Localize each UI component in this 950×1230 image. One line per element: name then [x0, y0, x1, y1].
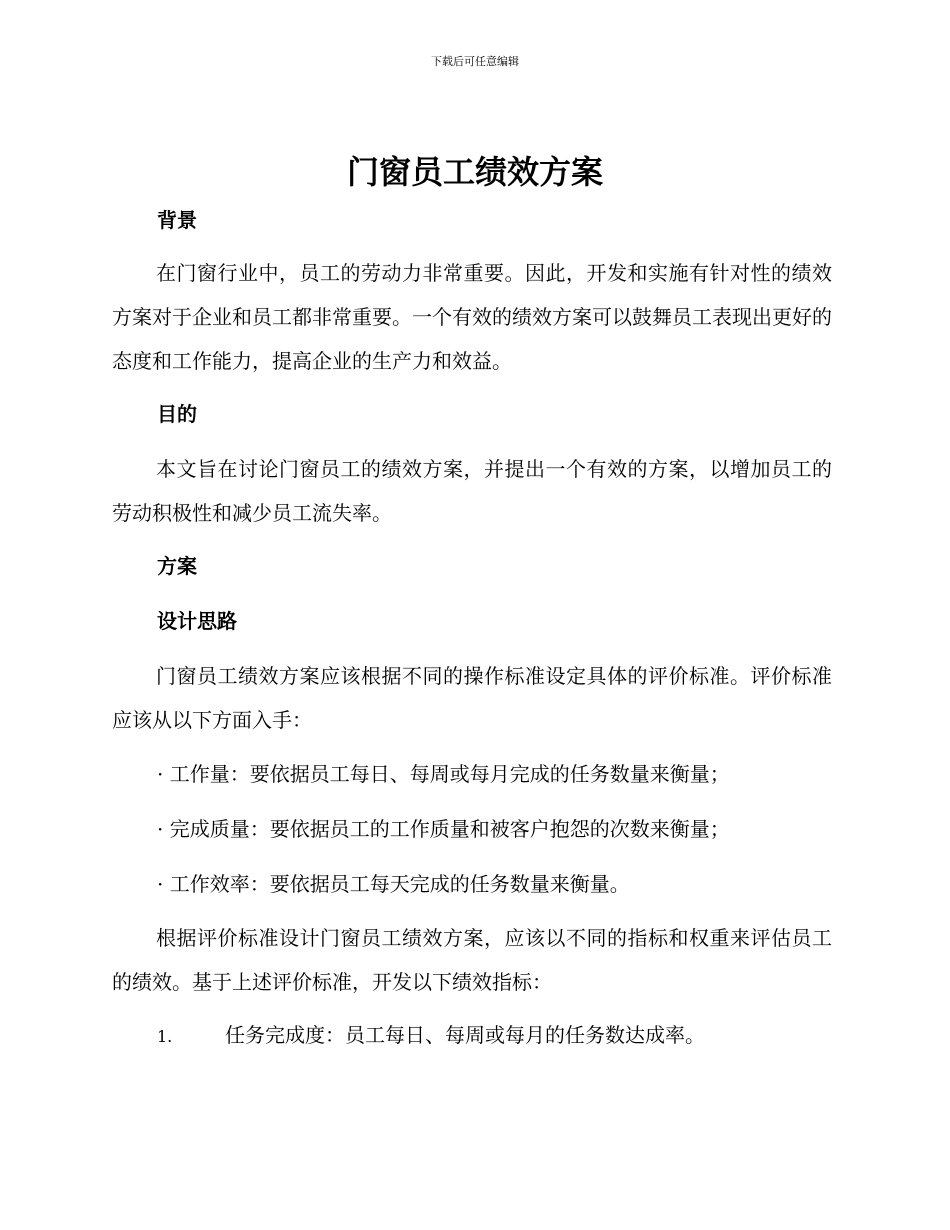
numbered-item-task-completion	[157, 1021, 837, 1051]
paragraph-design: 门窗员工绩效方案应该根据不同的操作标准设定具体的评价标准。评价标准应该从以下方面入手：	[112, 664, 832, 732]
list-number: 1.	[157, 1027, 173, 1046]
heading-plan: 方案	[157, 554, 197, 578]
paragraph-background: 在门窗行业中，员工的劳动力非常重要。因此，开发和实施有针对性的绩效方案对于企业和员工都非常重要。一个有效的绩效方案可以鼓舞员工表现出更好的态度和工作能力，提高企业的生产力和效益。	[112, 261, 832, 373]
heading-purpose: 目的	[157, 402, 197, 426]
list-item-text: 任务完成度：员工每日、每周或每月的任务数达成率。	[225, 1023, 705, 1047]
heading-design: 设计思路	[157, 609, 237, 633]
bullet-item-quality: · 完成质量：要依据员工的工作质量和被客户抱怨的次数来衡量；	[157, 817, 730, 841]
bullet-item-efficiency: · 工作效率：要依据员工每天完成的任务数量来衡量。	[157, 872, 630, 896]
header-note: 下载后可任意编辑	[431, 55, 519, 68]
bullet-item-workload: · 工作量：要依据员工每日、每周或每月完成的任务数量来衡量；	[157, 762, 730, 786]
paragraph-indicators: 根据评价标准设计门窗员工绩效方案，应该以不同的指标和权重来评估员工的绩效。基于上述评价标准，开发以下绩效指标：	[112, 926, 832, 994]
paragraph-purpose: 本文旨在讨论门窗员工的绩效方案，并提出一个有效的方案，以增加员工的劳动积极性和减少员工流失率。	[112, 457, 832, 525]
heading-background: 背景	[157, 208, 197, 232]
document-title: 门窗员工绩效方案	[346, 153, 603, 191]
